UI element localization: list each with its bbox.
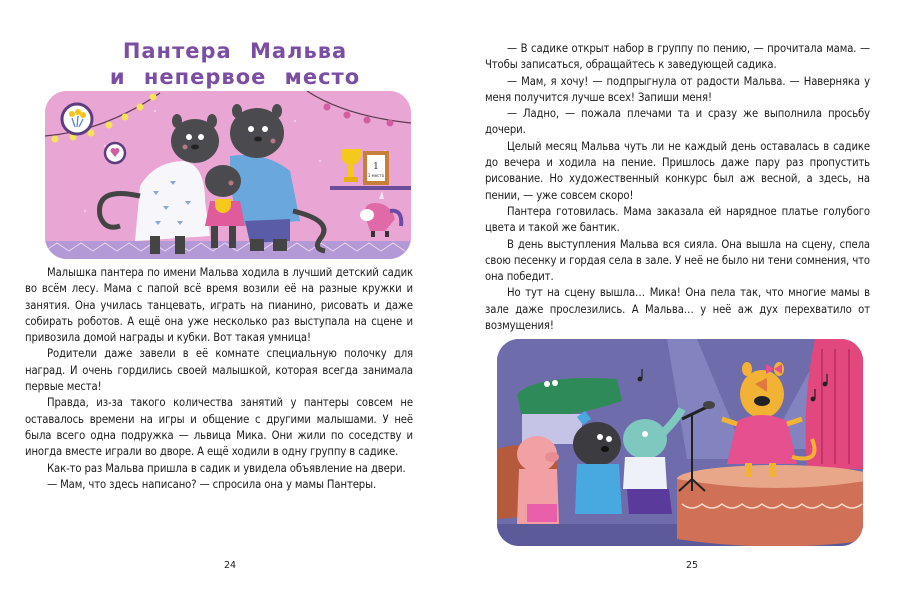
paragraph: Целый месяц Мальва чуть ли не каждый день оставалась в садике до вечера и ходила на пение. Пришлось даже пару раз пропустить рисование. Но художественный конкурс был аж весной, а здесь, на пении, — уже совсем скоро!: [485, 139, 870, 202]
singing-lioness-illustration: [497, 339, 863, 546]
svg-text:1: 1: [373, 162, 379, 172]
title-line-2: и непервое место: [109, 65, 361, 89]
paragraph: — Ладно, — пожала плечами та и сразу же выполнила просьбу дочери.: [485, 107, 870, 137]
stage-performance-image: [497, 339, 863, 546]
paragraph: Как-то раз Мальва пришла в садик и увидела объявление на двери.: [47, 461, 406, 475]
paragraph: — В садике открыт набор в группу по пению, — прочитала мама. — Чтобы записаться, обращайтесь к заведующей садика.: [485, 42, 870, 72]
panther-family-illustration: [45, 91, 411, 259]
paragraph: Пантера готовилась. Мама заказала ей нарядное платье голубого цвета и такой же бантик.: [485, 204, 870, 235]
page-number: 24: [223, 560, 237, 571]
story-title: [20, 38, 450, 90]
paragraph: Малышка пантера по имени Мальва ходила в лучший детский садик во всём лесу. Мама с папой всё время возили её на разные кружки и занятия. Она училась танцевать, играть на пианино, рисовать и даже собирать роботов. А ещё она уже несколько раз выступала на сцене и привозила домой награды и кубки. Вот такая умница!: [25, 266, 413, 345]
panther-family-image: [45, 91, 411, 259]
title-line-1: Пантера Мальва: [122, 39, 348, 63]
page-number: 25: [685, 560, 699, 571]
paragraph: Родители даже завели в её комнате специальную полочку для наград. И очень гордились своей малышкой, которая всегда занимала первые места!: [25, 347, 413, 394]
right-page-text: [485, 41, 870, 334]
paragraph: В день выступления Мальва вся сияла. Она вышла на сцену, спела свою песенку и гордая села в зале. У неё не было ни тени сомнения, что она победит.: [485, 237, 870, 284]
paragraph: Но тут на сцену вышла… Мика! Она пела так, что многие мамы в зале даже прослезились. А Мальва… у неё аж дух перехватило от возмущения!: [485, 286, 870, 333]
left-page-text: [25, 265, 413, 493]
paragraph: — Мам, что здесь написано? — спросила она у мамы Пантеры.: [47, 477, 377, 491]
paragraph: — Мам, я хочу! — подпрыгнула от радости Мальва. — Наверняка у меня получится лучше всех! Запиши меня!: [485, 74, 870, 104]
right-page: [452, 0, 904, 590]
svg-text:1 место: 1 место: [367, 173, 385, 178]
paragraph: Правда, из-за такого количества занятий у пантеры совсем не оставалось времени на игры и общение с другими малышами. У неё была всего одна подружка — львица Мика. Они жили по соседству и иногда вместе играли во дворе. А ещё ходили в одну группу в садике.: [25, 396, 413, 459]
